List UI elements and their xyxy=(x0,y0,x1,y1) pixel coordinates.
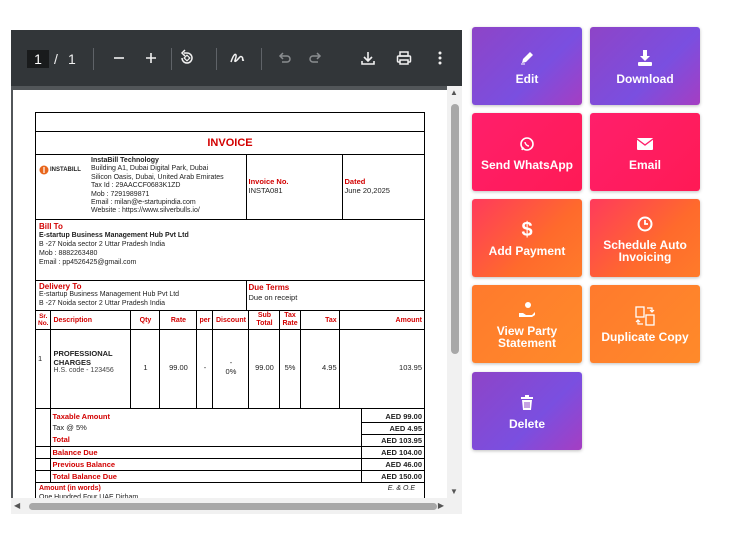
add-payment-label: Add Payment xyxy=(488,244,566,258)
toolbar-divider xyxy=(261,48,262,70)
vertical-scrollbar[interactable] xyxy=(447,86,462,498)
bill-to-mob: Mob : 8882263480 xyxy=(39,249,98,257)
due-terms: Due on receipt xyxy=(248,292,298,302)
invoice-no-label: Invoice No. xyxy=(248,177,289,186)
pdf-page-area xyxy=(11,86,462,514)
view-party-statement-button[interactable] xyxy=(472,285,582,363)
tax-label: Tax @ 5% xyxy=(52,423,87,432)
trash-icon xyxy=(520,392,534,414)
table-row xyxy=(36,330,424,408)
page-number-input[interactable]: 1 xyxy=(27,50,49,68)
send-whatsapp-button[interactable] xyxy=(472,113,582,191)
item-tax: 4.95 xyxy=(300,330,339,408)
logo-text: INSTABILL xyxy=(50,167,81,173)
col-amount: Amount xyxy=(339,311,424,330)
col-tax: Tax xyxy=(300,311,339,330)
item-qty: 1 xyxy=(131,330,160,408)
delivery-to-label: Delivery To xyxy=(39,281,82,291)
toolbar-divider xyxy=(216,48,217,70)
more-options-icon[interactable] xyxy=(429,46,451,70)
item-discount: 0% xyxy=(225,367,237,376)
col-tax-rate: Tax Rate xyxy=(280,311,300,330)
page-total: 1 xyxy=(68,51,76,67)
balance-due-label: Balance Due xyxy=(52,447,98,457)
bill-to-address: B -27 Noida sector 2 Uttar Pradesh India xyxy=(39,240,166,248)
horizontal-scrollbar[interactable] xyxy=(11,498,462,514)
schedule-auto-invoicing-button[interactable] xyxy=(590,199,700,277)
total-balance-due-label: Total Balance Due xyxy=(52,471,117,481)
pdf-page xyxy=(13,90,447,498)
edit-label: Edit xyxy=(515,72,539,86)
amount-words: One Hundred Four UAE Dirham xyxy=(39,493,139,498)
previous-balance-value: AED 46.00 xyxy=(361,458,424,470)
previous-balance-label: Previous Balance xyxy=(52,459,116,469)
col-rate: Rate xyxy=(160,311,197,330)
delete-button[interactable] xyxy=(472,372,582,450)
taxable-amount-label: Taxable Amount xyxy=(52,411,111,421)
toolbar-divider xyxy=(171,48,172,70)
item-tax-rate: 5% xyxy=(280,330,300,408)
scroll-right-icon[interactable]: ▶ xyxy=(437,501,444,510)
email-button[interactable] xyxy=(590,113,700,191)
pdf-toolbar xyxy=(11,30,462,86)
balance-due-value: AED 104.00 xyxy=(361,446,424,458)
col-qty: Qty xyxy=(131,311,160,330)
item-description: PROFESSIONAL CHARGES xyxy=(53,349,113,367)
delivery-to-address: B -27 Noida sector 2 Uttar Pradesh India xyxy=(39,299,166,307)
toolbar-divider xyxy=(93,48,94,70)
download-icon xyxy=(637,47,653,69)
email-label: Email xyxy=(628,158,661,172)
tax-value: AED 4.95 xyxy=(361,422,424,434)
print-icon[interactable] xyxy=(393,46,415,70)
item-discount-dash: - xyxy=(229,358,233,367)
item-sr: 1 xyxy=(36,330,51,408)
undo-icon[interactable] xyxy=(273,46,295,70)
scroll-down-icon[interactable]: ▼ xyxy=(450,487,458,496)
envelope-icon xyxy=(636,133,654,155)
redo-icon[interactable] xyxy=(305,46,327,70)
col-sr: Sr. No. xyxy=(36,311,51,330)
item-per: - xyxy=(197,330,213,408)
total-value: AED 103.95 xyxy=(361,434,424,446)
invoice-document xyxy=(35,112,425,498)
pencil-icon xyxy=(519,47,535,69)
item-sub-total: 99.00 xyxy=(249,330,280,408)
due-terms-label: Due Terms xyxy=(248,282,290,292)
total-balance-due-value: AED 150.00 xyxy=(361,470,424,482)
download-icon[interactable] xyxy=(357,46,379,70)
duplicate-icon xyxy=(634,305,656,327)
schedule-auto-invoicing-label: Schedule Auto Invoicing xyxy=(603,238,687,264)
bill-to-label: Bill To xyxy=(39,221,63,231)
duplicate-copy-label: Duplicate Copy xyxy=(601,330,689,344)
zoom-in-icon[interactable] xyxy=(140,46,162,70)
download-button[interactable] xyxy=(590,27,700,105)
scroll-left-icon[interactable]: ◀ xyxy=(14,501,21,510)
company-tax-id: Tax Id : 29AACCF0683K1ZD xyxy=(91,182,181,190)
send-whatsapp-label: Send WhatsApp xyxy=(481,158,573,172)
invoice-no: INSTA081 xyxy=(248,186,283,195)
company-website: Website : https://www.silverbulls.io/ xyxy=(91,207,200,215)
amount-words-label: Amount (in words) xyxy=(39,484,101,492)
horizontal-scroll-thumb[interactable] xyxy=(29,503,437,510)
add-payment-button[interactable] xyxy=(472,199,582,277)
bill-to-name: E-startup Business Management Hub Pvt Ltd xyxy=(39,231,189,239)
edit-button[interactable] xyxy=(472,27,582,105)
vertical-scroll-thumb[interactable] xyxy=(451,104,459,354)
hand-coin-icon xyxy=(518,299,536,321)
item-hs-code: H.S. code - 123456 xyxy=(53,367,114,374)
taxable-amount-value: AED 99.00 xyxy=(361,408,424,422)
view-party-statement-label: View Party Statement xyxy=(496,324,558,350)
eoe: E. & O.E xyxy=(387,484,415,492)
logo-icon xyxy=(39,165,49,175)
dated-label: Dated xyxy=(344,177,366,186)
company-address: Silicon Oasis, Dubai, United Arab Emirates xyxy=(91,173,224,181)
item-rate: 99.00 xyxy=(160,330,197,408)
company-email: Email : milan@e-startupindia.com xyxy=(91,199,196,207)
item-amount: 103.95 xyxy=(339,330,424,408)
delivery-to-name: E-startup Business Management Hub Pvt Ltd xyxy=(39,291,180,298)
company-address: Building A1, Dubai Digital Park, Dubai xyxy=(91,165,209,173)
dated-value: June 20,2025 xyxy=(344,186,390,195)
company-mob: Mob : 7291989871 xyxy=(91,190,150,198)
zoom-out-icon[interactable] xyxy=(108,46,130,70)
col-discount: Discount xyxy=(213,311,249,330)
pdf-viewer xyxy=(11,30,462,514)
download-label: Download xyxy=(616,72,674,86)
col-per: per xyxy=(197,311,213,330)
col-sub-total: Sub Total xyxy=(249,311,280,330)
whatsapp-icon xyxy=(519,133,535,155)
annotate-icon[interactable] xyxy=(227,46,249,70)
action-panel xyxy=(472,27,702,451)
rotate-icon[interactable] xyxy=(176,46,198,70)
clock-icon xyxy=(637,213,653,235)
invoice-title: INVOICE xyxy=(207,137,253,149)
page-separator: / xyxy=(54,51,58,67)
duplicate-copy-button[interactable] xyxy=(590,285,700,363)
col-description: Description xyxy=(51,311,131,330)
delete-label: Delete xyxy=(508,417,546,431)
scroll-up-icon[interactable]: ▲ xyxy=(450,88,458,97)
company-name: InstaBill Technology xyxy=(91,157,159,164)
total-label: Total xyxy=(52,435,70,444)
bill-to-email: Email : pp4526425@gmail.com xyxy=(39,258,137,266)
dollar-icon: $ xyxy=(521,219,533,241)
